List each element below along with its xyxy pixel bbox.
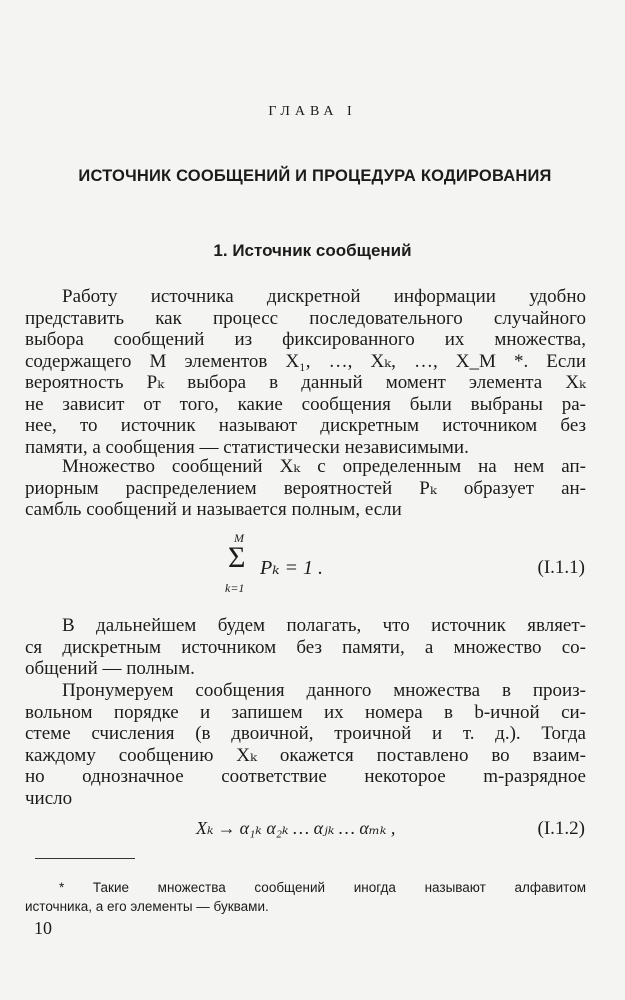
- arrow-right-icon: →: [217, 818, 236, 838]
- equation-sum: [220, 531, 420, 601]
- paragraph-4: [25, 680, 586, 809]
- paragraph-line: нее, то источник называют дискретным источником без: [25, 415, 586, 436]
- chapter-label: ГЛАВА I: [268, 104, 357, 119]
- paragraph-line: риорным распределением вероятностей Pₖ образует ан-: [25, 477, 586, 499]
- chapter-title: ИСТОЧНИК СООБЩЕНИЙ И ПРОЦЕДУРА КОДИРОВАНИЯ: [78, 167, 552, 185]
- paragraph-line: В дальнейшем будем полагать, что источник являет-: [62, 615, 586, 636]
- paragraph-line: вольном порядке и запишем их номера в b-ичной си-: [25, 701, 586, 723]
- paragraph-line: ся дискретным источником без памяти, а множество со-: [25, 636, 586, 658]
- paragraph-2: [25, 456, 586, 521]
- footnote-line: * Такие множества сообщений иногда называют алфавитом: [59, 880, 586, 895]
- paragraph-line: выбора сообщений из фиксированного их множества,: [25, 329, 586, 350]
- sum-upper-limit: M: [234, 531, 244, 545]
- paragraph-line: не зависит от того, какие сообщения были выбраны ра-: [25, 393, 586, 415]
- sigma-symbol: Σ: [228, 541, 246, 574]
- page-number: 10: [34, 918, 52, 938]
- paragraph-line: общений — полным.: [25, 658, 195, 679]
- paragraph-line: самбль сообщений и называется полным, если: [25, 499, 402, 520]
- equation-mapping: [196, 818, 395, 839]
- paragraph-line: вероятность Pₖ выбора в данный момент элемента Xₖ: [25, 372, 586, 393]
- paragraph-1: [25, 286, 586, 458]
- sum-lower-limit: k=1: [225, 581, 245, 595]
- paragraph-line: представить как процесс последовательного случайного: [25, 307, 586, 329]
- mapping-lhs: Xₖ: [196, 818, 214, 838]
- paragraph-line: каждому сообщению Xₖ окажется поставлено во взаим-: [25, 744, 586, 766]
- paragraph-line: стеме счисления (в двоичной, троичной и т. д.). Тогда: [25, 723, 586, 744]
- equation-number-2: (I.1.2): [537, 818, 585, 839]
- paragraph-line: содержащего M элементов X₁, …, Xₖ, …, X_M *. Если: [25, 350, 586, 372]
- paragraph-line: Множество сообщений Xₖ с определенным на нем ап-: [62, 456, 586, 477]
- paragraph-line: Работу источника дискретной информации удобно: [62, 286, 586, 307]
- paragraph-line: памяти, а сообщения — статистически независимыми.: [25, 436, 469, 458]
- paragraph-line: число: [25, 787, 73, 809]
- sum-body: Pₖ = 1 .: [260, 557, 324, 579]
- equation-number-1: (I.1.1): [537, 557, 585, 578]
- mapping-rhs: α₁ₖ α₂ₖ … αⱼₖ … αₘₖ ,: [239, 818, 396, 838]
- paragraph-line: но однозначное соответствие некоторое m-разрядное: [25, 766, 586, 787]
- section-title: 1. Источник сообщений: [213, 241, 412, 260]
- footnote-line: источника, а его элементы — буквами.: [25, 899, 269, 914]
- footnote: [25, 878, 586, 916]
- paragraph-3: [25, 615, 586, 680]
- paragraph-line: Пронумеруем сообщения данного множества в произ-: [62, 680, 586, 701]
- footnote-divider: [35, 858, 135, 859]
